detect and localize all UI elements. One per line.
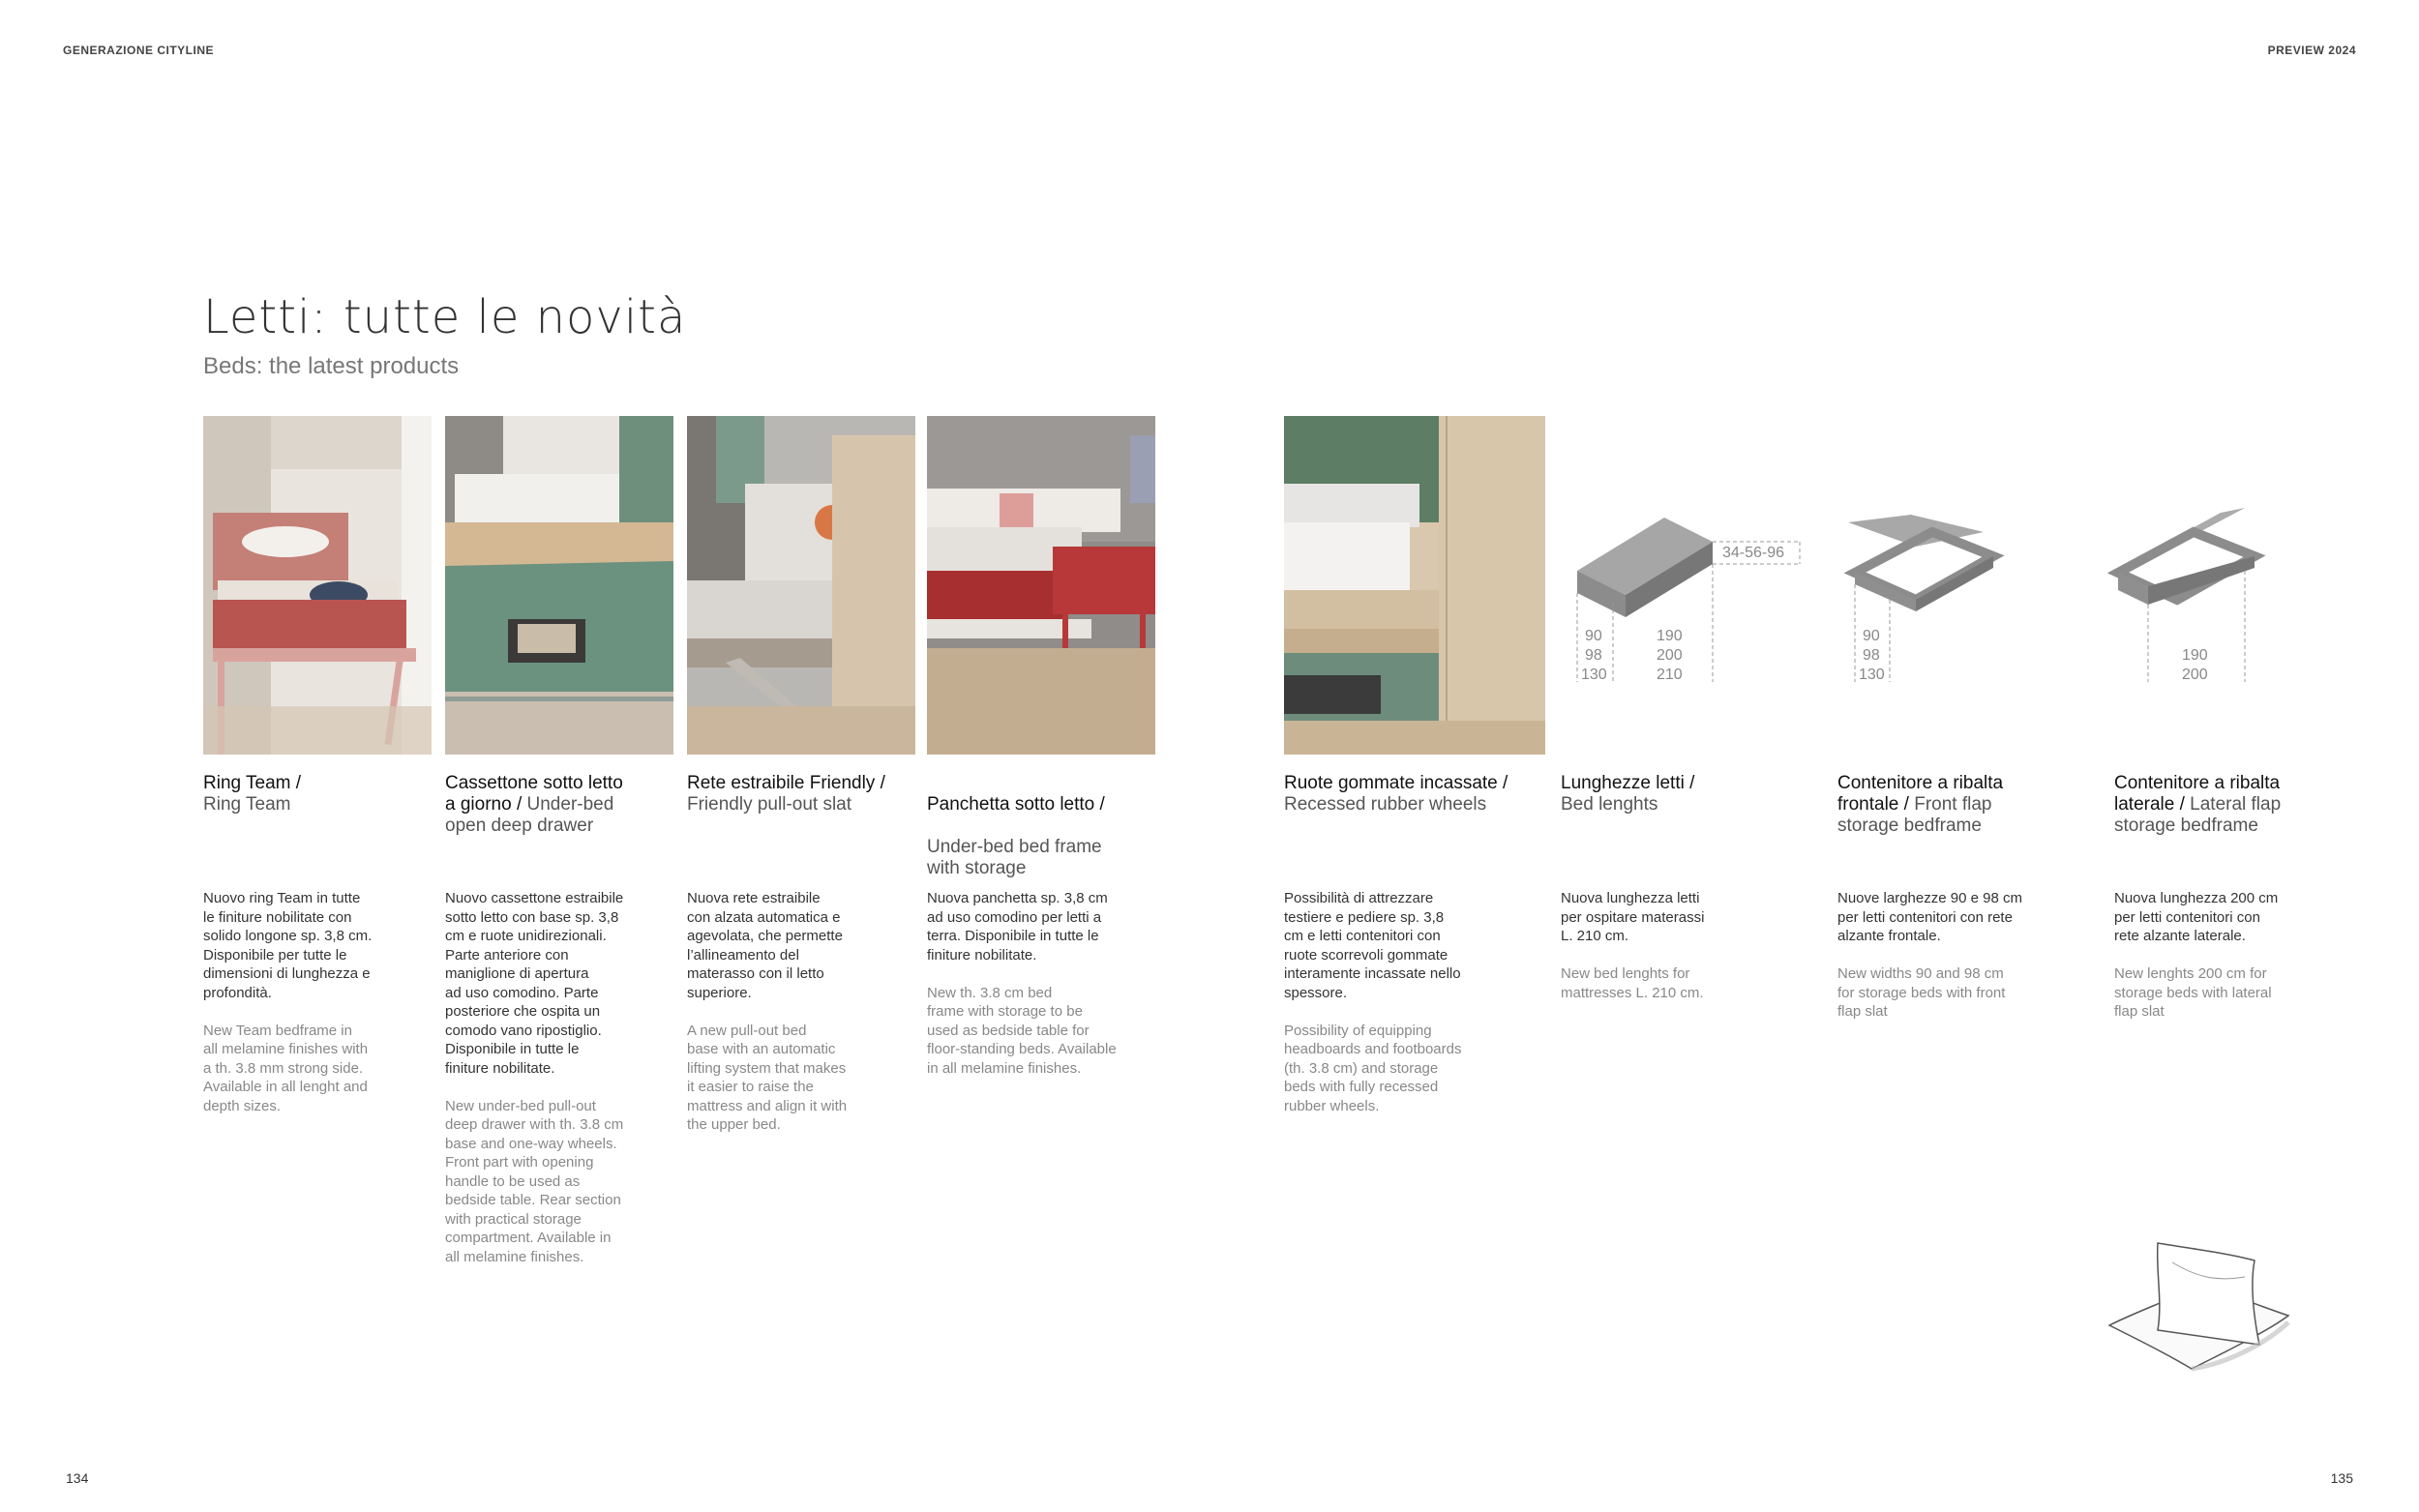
heading-italian: Panchetta sotto letto / xyxy=(927,794,1105,815)
under-bed-drawer-photo xyxy=(445,416,673,755)
description-italian: Nuovo cassettone estraibile sotto letto con base sp. 3,8 cm e ruote unidirezionali. Parte anteriore con maniglione di apertura ad uso comodino. Parte posteriore che ospita un comodo vano ripostiglio. Disponibile in tutte le finiture nobilitate. xyxy=(445,890,624,1077)
page-number-left: 134 xyxy=(66,1470,89,1486)
description-italian: Nuova lunghezza letti per ospitare materassi L. 210 cm. xyxy=(1561,890,1705,944)
heading-english: Under-bed bed frame with storage xyxy=(927,837,1102,878)
pull-out-slat-photo xyxy=(687,416,915,755)
bed-length-value: 200 xyxy=(1657,647,1683,664)
pillow-illustration xyxy=(2100,1233,2303,1383)
front-flap-width-value: 98 xyxy=(1863,647,1880,664)
lateral-flap-diagram xyxy=(2105,503,2279,697)
description-english: New lenghts 200 cm for storage beds with lateral flap slat xyxy=(2114,965,2272,1020)
recessed-wheels-photo xyxy=(1284,416,1545,755)
description-italian: Nuova panchetta sp. 3,8 cm ad uso comodino per letti a terra. Disponibile in tutte le finiture nobilitate. xyxy=(927,890,1108,964)
ring-team-heading xyxy=(203,773,426,815)
description-italian: Nuova rete estraibile con alzata automatica e agevolata, che permette l’allineamento del materasso con il letto superiore. xyxy=(687,890,843,1001)
description-english: A new pull-out bed base with an automatic lifting system that makes it easier to raise the mattress and align it with the upper bed. xyxy=(687,1022,848,1133)
recessed-wheels-description xyxy=(1284,889,1526,1135)
heading-english: Front flap storage bedframe xyxy=(1837,794,1992,836)
page-title: Letti: tutte le novità xyxy=(203,290,687,344)
heading-italian: Cassettone sotto letto a giorno / xyxy=(445,773,623,815)
description-english: New th. 3.8 cm bed frame with storage to be used as bedside table for floor-standing beds. Available in all melamine finishes. xyxy=(927,984,1117,1077)
catalog-name: GENERAZIONE CITYLINE xyxy=(63,44,215,57)
bed-width-value: 90 xyxy=(1585,628,1602,644)
description-english: New Team bedframe in all melamine finishes with a th. 3.8 mm strong side. Available in all lenght and depth sizes. xyxy=(203,1022,369,1114)
ring-team-photo xyxy=(203,416,432,755)
bed-lengths-heading xyxy=(1561,773,1812,815)
recessed-wheels-heading xyxy=(1284,773,1545,815)
heading-english: Ring Team xyxy=(203,794,291,815)
heading-italian: Ring Team / xyxy=(203,773,302,793)
ring-team-description xyxy=(203,889,431,1135)
description-italian: Possibilità di attrezzare testiere e pediere sp. 3,8 cm e letti contenitori con ruote scorrevoli gommate interamente incassate nello spessore. xyxy=(1284,890,1461,1001)
heading-italian: Ruote gommate incassate / xyxy=(1284,773,1508,793)
lateral-flap-length-value: 190 xyxy=(2182,647,2208,664)
bed-length-value: 210 xyxy=(1657,667,1683,683)
front-flap-width-value: 90 xyxy=(1863,628,1880,644)
description-italian: Nuovo ring Team in tutte le finiture nobilitate con solido longone sp. 3,8 cm. Disponibile per tutte le dimensioni di lunghezza e profondità. xyxy=(203,890,373,1001)
heading-italian: Lunghezze letti / xyxy=(1561,773,1695,793)
bed-length-value: 190 xyxy=(1657,628,1683,644)
bed-width-value: 130 xyxy=(1581,667,1607,683)
front-flap-diagram xyxy=(1843,503,2017,697)
description-english: New under-bed pull-out deep drawer with th. 3.8 cm base and one-way wheels. Front part with opening handle to be used as bedside table. Rear section with practical storage compartment. Available in all melamine finishes. xyxy=(445,1097,624,1265)
under-bed-drawer-heading xyxy=(445,773,677,837)
pull-out-slat-description xyxy=(687,889,919,1153)
description-english: New bed lenghts for mattresses L. 210 cm. xyxy=(1561,965,1704,1001)
lateral-flap-description xyxy=(2114,889,2356,1040)
under-bed-drawer-description xyxy=(445,889,677,1286)
page-subtitle: Beds: the latest products xyxy=(203,353,460,379)
lateral-flap-heading xyxy=(2114,773,2346,837)
bed-length-diagram xyxy=(1568,503,1819,697)
front-flap-heading xyxy=(1837,773,2070,837)
heading-italian: Rete estraibile Friendly / xyxy=(687,773,885,793)
under-bed-frame-heading xyxy=(927,773,1159,901)
bed-lengths-description xyxy=(1561,889,1803,1022)
heading-italian: Contenitore a ribalta laterale / xyxy=(2114,773,2281,815)
front-flap-description xyxy=(1837,889,2079,1040)
bed-width-value: 98 xyxy=(1585,647,1602,664)
under-bed-frame-description xyxy=(927,889,1169,1097)
edition-label: PREVIEW 2024 xyxy=(2267,44,2356,57)
heading-english: Recessed rubber wheels xyxy=(1284,794,1487,815)
lateral-flap-length-value: 200 xyxy=(2182,667,2208,683)
description-italian: Nuova lunghezza 200 cm per letti contenitori con rete alzante laterale. xyxy=(2114,890,2279,944)
description-italian: Nuove larghezze 90 e 98 cm per letti contenitori con rete alzante frontale. xyxy=(1837,890,2022,944)
under-bed-frame-photo xyxy=(927,416,1155,755)
pull-out-slat-heading xyxy=(687,773,919,815)
bed-height-label: 34-56-96 xyxy=(1722,545,1785,561)
heading-italian: Contenitore a ribalta frontale / xyxy=(1837,773,2004,815)
heading-english: Under-bed open deep drawer xyxy=(445,794,614,836)
heading-english: Bed lenghts xyxy=(1561,794,1658,815)
description-english: New widths 90 and 98 cm for storage beds with front flap slat xyxy=(1837,965,2006,1020)
description-english: Possibility of equipping headboards and footboards (th. 3.8 cm) and storage beds with fully recessed rubber wheels. xyxy=(1284,1022,1462,1114)
heading-english: Friendly pull-out slat xyxy=(687,794,852,815)
heading-english: Lateral flap storage bedframe xyxy=(2114,794,2282,836)
front-flap-width-value: 130 xyxy=(1859,667,1885,683)
page-number-right: 135 xyxy=(2330,1470,2353,1486)
